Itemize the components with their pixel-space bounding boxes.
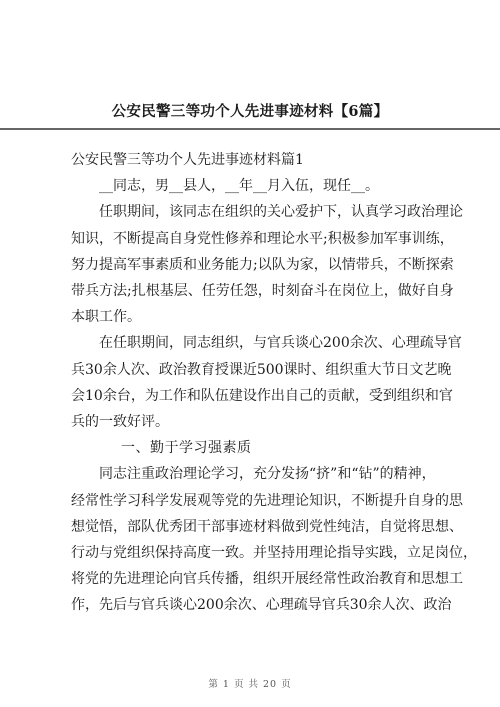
document-body (71, 147, 477, 619)
paragraph-line: 会10余台，为工作和队伍建设作出自己的贡献，受到组织和官 (71, 387, 453, 404)
paragraph-line: 知识，不断提高自身党性修养和理论水平;积极参加军事训练， (71, 230, 454, 247)
paragraph-line: 同志注重政治理论学习，充分发扬“挤”和“钻”的精神， (99, 466, 436, 483)
paragraph-line: __同志，男__县人，__年__月入伍，现任__。 (99, 178, 379, 195)
paragraph-line: 将党的先进理论向官兵传播，组织开展经常性政治教育和思想工 (71, 571, 463, 588)
page-indicator: 第 1 页 共 20 页 (208, 679, 292, 690)
paragraph-line: 带兵方法;扎根基层、任劳任怨，时刻奋斗在岗位上，做好自身 (71, 283, 454, 300)
document-title: 公安民警三等功个人先进事迹材料【6篇】 (111, 103, 389, 120)
section-heading: 公安民警三等功个人先进事迹材料篇1 (71, 152, 304, 168)
paragraph-line: 在任职期间，同志组织，与官兵谈心200余次、心理疏导官 (99, 335, 462, 352)
paragraph-line: 努力提高军事素质和业务能力;以队为家，以情带兵，不断探索 (71, 256, 454, 273)
paragraph-line: 兵的一致好评。 (71, 414, 169, 431)
paragraph-line: 想觉悟，部队优秀团干部事迹材料做到党性纯洁，自觉将思想、 (71, 518, 463, 535)
paragraph-line: 作，先后与官兵谈心200余次、心理疏导官兵30余人次、政治 (71, 597, 452, 614)
subsection-heading: 一、勤于学习强素质 (121, 440, 252, 457)
paragraph-line: 行动与党组织保持高度一致。并坚持用理论指导实践，立足岗位， (71, 545, 477, 562)
paragraph-line: 本职工作。 (71, 309, 141, 326)
paragraph-line: 经常性学习科学发展观等党的先进理论知识，不断提升自身的思 (71, 492, 463, 509)
paragraph-line: 任职期间，该同志在组织的关心爱护下，认真学习政治理论 (99, 204, 463, 221)
paragraph-line: 兵30余人次、政治教育授课近500课时、组织重大节日文艺晚 (71, 361, 452, 378)
